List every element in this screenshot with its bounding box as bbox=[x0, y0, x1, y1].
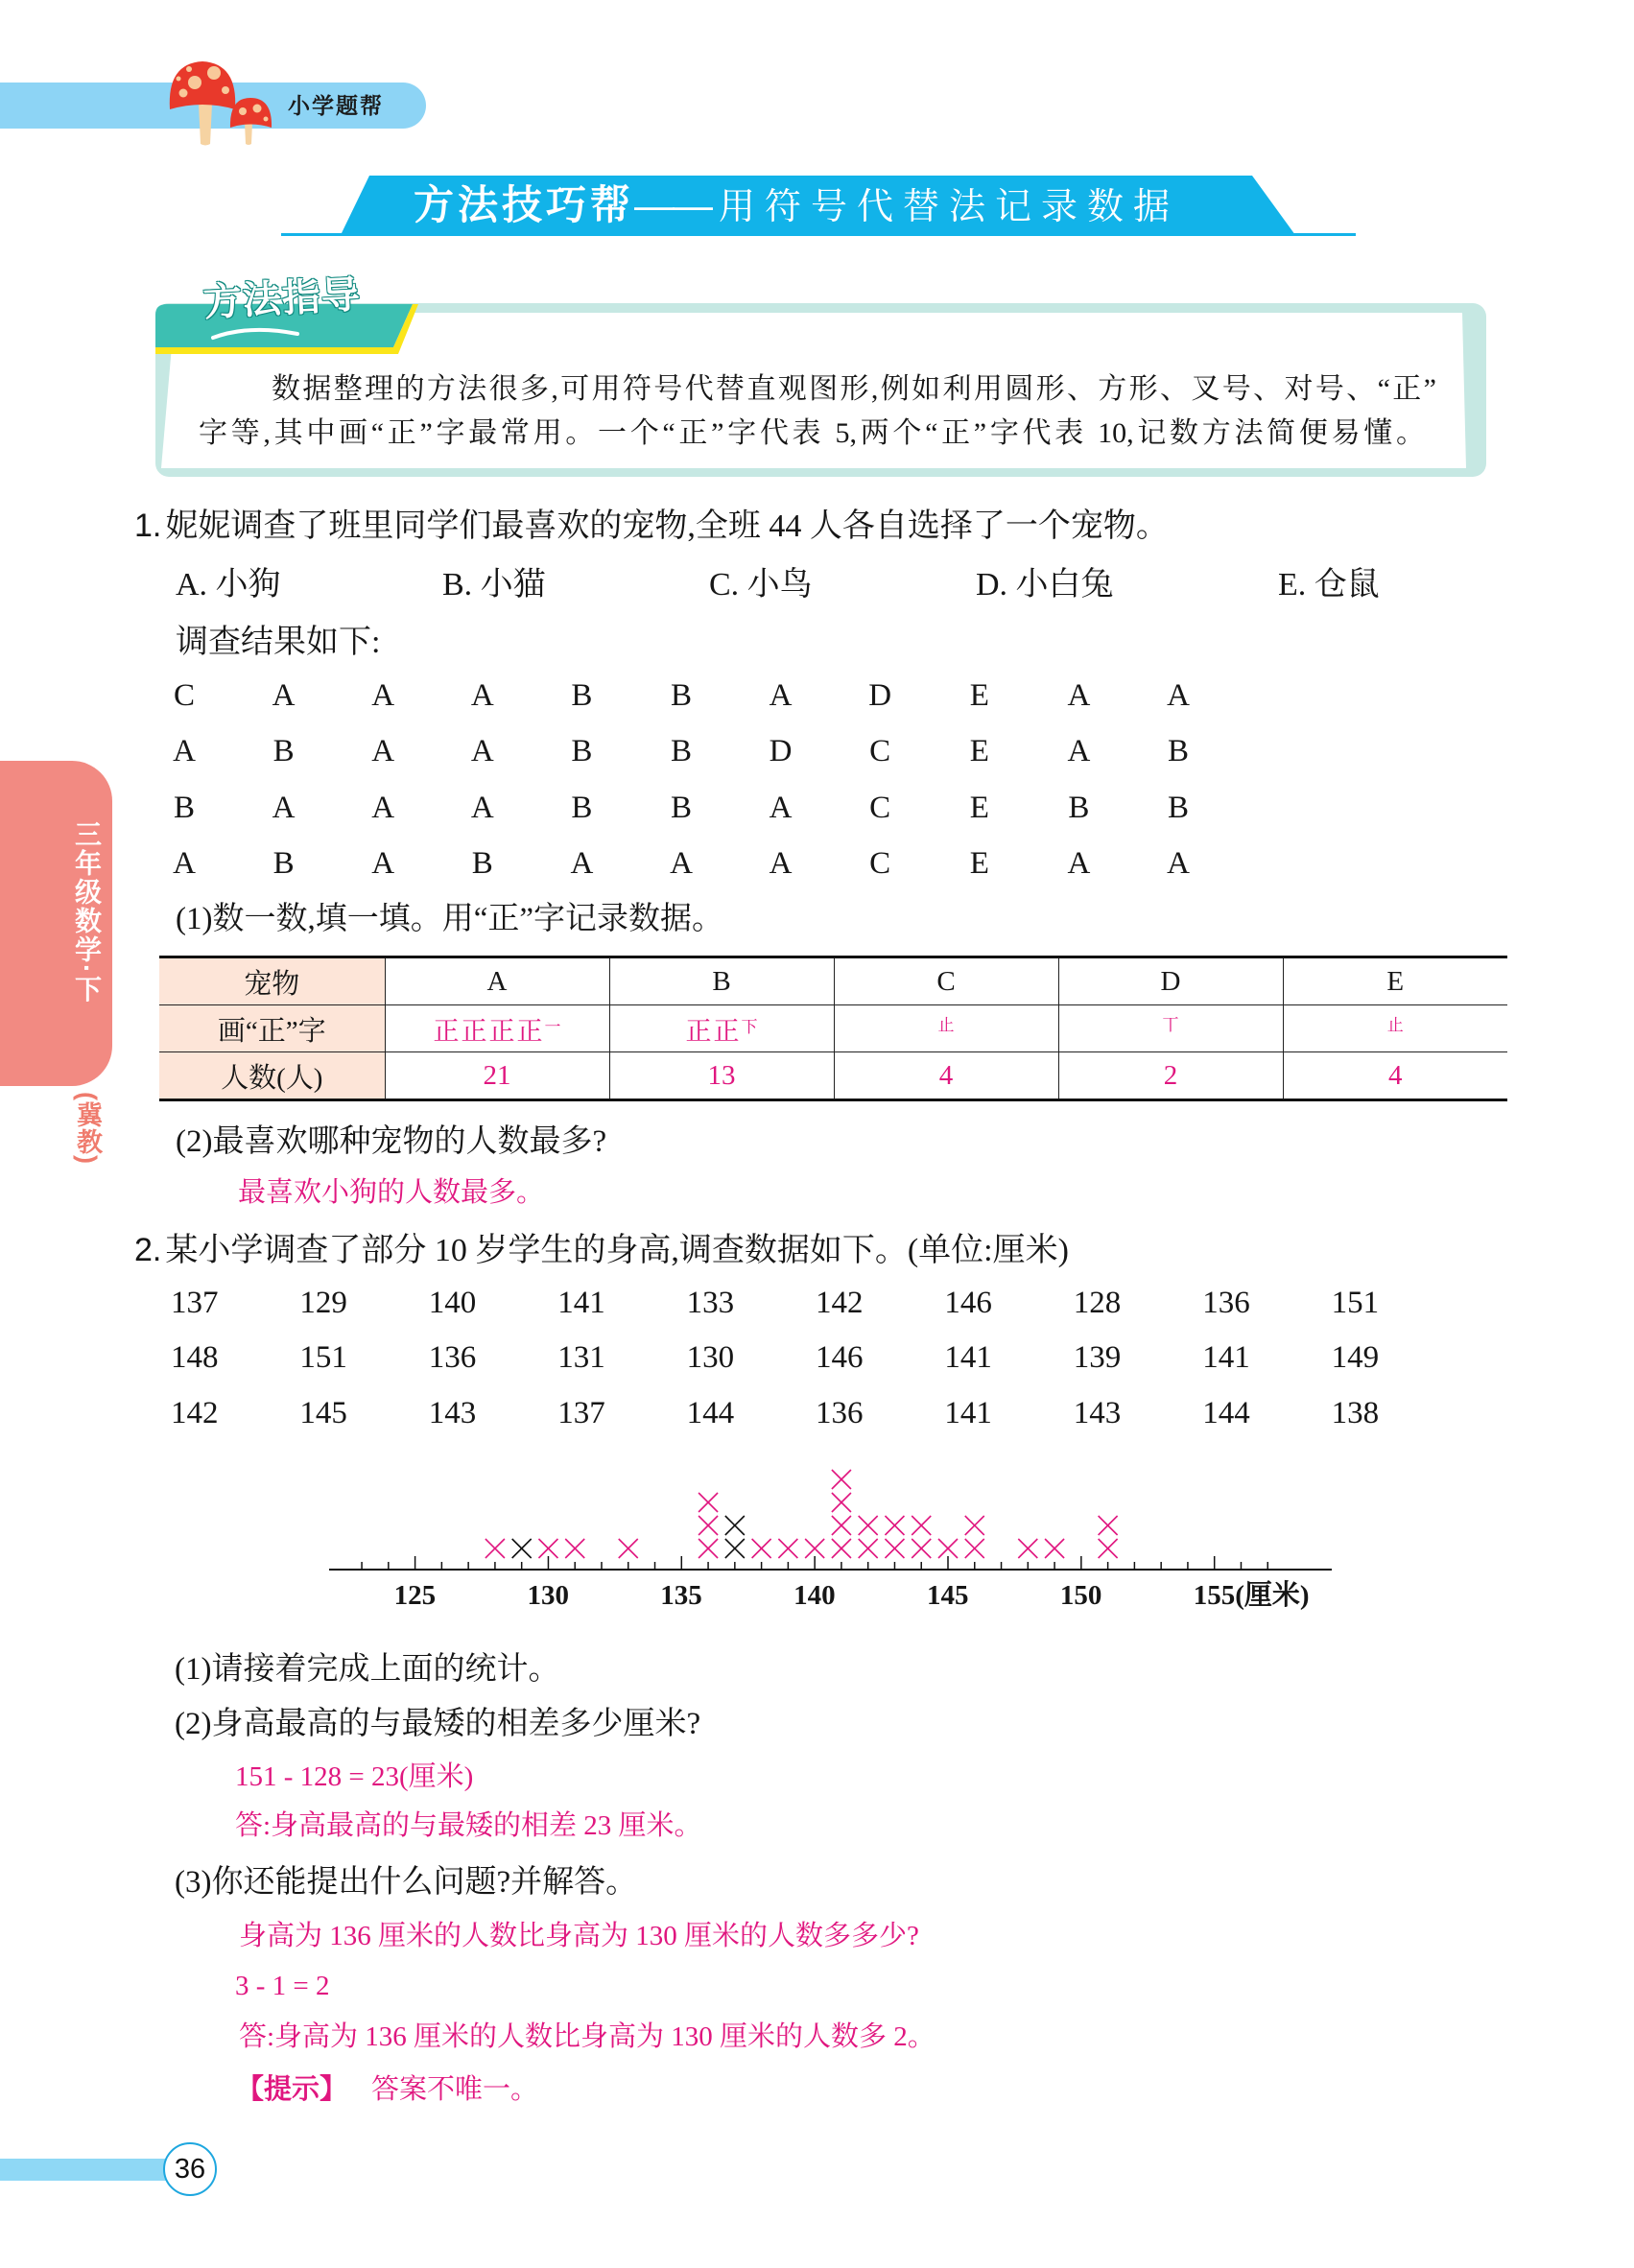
survey-result-cell: A bbox=[470, 678, 494, 713]
x-tick-label: 145 bbox=[927, 1580, 969, 1611]
survey-result-cell: B bbox=[571, 734, 593, 768]
table-row-pets bbox=[159, 957, 1507, 1005]
survey-result-cell: C bbox=[869, 734, 891, 768]
question-2 bbox=[134, 1226, 1069, 1274]
question-2-part-3-question: 身高为 136 厘米的人数比身高为 130 厘米的人数多多少? bbox=[239, 1921, 919, 1951]
survey-result-cell: D bbox=[868, 678, 892, 713]
survey-result-cell: A bbox=[470, 791, 494, 825]
height-value-cell: 131 bbox=[557, 1340, 605, 1375]
title-main: 方法技巧帮 bbox=[414, 182, 635, 227]
height-value-cell: 151 bbox=[299, 1340, 347, 1375]
title-dash: —— bbox=[634, 182, 712, 227]
survey-result-cell: B bbox=[272, 734, 295, 768]
x-mark-icon bbox=[565, 1539, 584, 1558]
question-1-number: 1. bbox=[134, 508, 162, 544]
count-cell-b: 13 bbox=[609, 1052, 834, 1100]
tally-cell-c bbox=[834, 1005, 1058, 1052]
count-cell-c: 4 bbox=[834, 1052, 1058, 1100]
x-mark-icon bbox=[1099, 1539, 1118, 1558]
height-value-cell: 141 bbox=[944, 1340, 992, 1375]
x-mark-icon bbox=[619, 1539, 638, 1558]
option-a: A. 小狗 bbox=[176, 567, 281, 602]
survey-result-cell: B bbox=[670, 734, 692, 768]
tally-full: 正正 bbox=[685, 1016, 742, 1046]
question-1-part-2: (2)最喜欢哪种宠物的人数最多? bbox=[176, 1124, 607, 1159]
question-1-part-1: (1)数一数,填一填。用“正”字记录数据。 bbox=[176, 902, 724, 936]
question-2-part-2-calc: 151 - 128 = 23(厘米) bbox=[235, 1761, 474, 1792]
brand-name: 小学题帮 bbox=[288, 93, 384, 118]
survey-result-cell: B bbox=[571, 791, 593, 825]
height-value-cell: 137 bbox=[171, 1286, 219, 1320]
survey-result-cell: B bbox=[571, 678, 593, 713]
survey-result-cell: B bbox=[272, 846, 295, 881]
x-mark-icon bbox=[778, 1539, 797, 1558]
x-mark-icon bbox=[832, 1470, 851, 1489]
x-mark-icon bbox=[725, 1516, 745, 1535]
question-2-part-2-answer: 答:身高最高的与最矮的相差 23 厘米。 bbox=[235, 1810, 702, 1841]
survey-result-cell: A bbox=[371, 791, 395, 825]
height-value-cell: 140 bbox=[428, 1286, 477, 1320]
survey-result-cell: E bbox=[969, 734, 989, 768]
results-label: 调查结果如下: bbox=[176, 625, 381, 660]
height-value-cell: 151 bbox=[1331, 1286, 1380, 1320]
height-value-cell: 142 bbox=[171, 1396, 219, 1430]
grade-label: 三年级数学·下 bbox=[72, 820, 102, 1004]
x-mark-icon bbox=[938, 1539, 958, 1558]
height-value-cell: 133 bbox=[686, 1286, 735, 1320]
height-value-cell: 130 bbox=[686, 1340, 735, 1375]
survey-result-cell: A bbox=[371, 678, 395, 713]
x-mark-icon bbox=[538, 1539, 557, 1558]
table-row-count bbox=[159, 1052, 1507, 1100]
height-value-cell: 136 bbox=[428, 1340, 477, 1375]
x-tick-label: 150 bbox=[1059, 1580, 1102, 1611]
tally-table bbox=[159, 956, 1507, 1101]
survey-result-cell: E bbox=[969, 846, 989, 881]
height-value-cell: 136 bbox=[816, 1396, 864, 1430]
x-mark-icon bbox=[965, 1539, 984, 1558]
x-mark-icon bbox=[859, 1539, 878, 1558]
height-value-cell: 141 bbox=[557, 1286, 605, 1320]
x-mark-icon bbox=[832, 1539, 851, 1558]
option-b: B. 小猫 bbox=[442, 567, 546, 602]
page-title bbox=[414, 176, 1179, 235]
x-tick-label: 140 bbox=[793, 1580, 836, 1611]
x-mark-icon bbox=[699, 1516, 718, 1535]
footer-bar bbox=[0, 2159, 166, 2181]
tally-cell-a bbox=[385, 1005, 609, 1052]
mushroom-logo-icon bbox=[163, 56, 278, 149]
x-tick-label: 125 bbox=[393, 1580, 437, 1611]
height-value-cell: 143 bbox=[1073, 1396, 1122, 1430]
survey-result-cell: A bbox=[769, 678, 793, 713]
tally-partial: 丅 bbox=[1162, 1016, 1179, 1034]
survey-result-cell: A bbox=[470, 734, 494, 768]
tally-partial: 一 bbox=[544, 1017, 561, 1036]
method-text-line-2: 字等,其中画“正”字最常用。一个“正”字代表 5,两个“正”字代表 10,记数方法简便易懂。 bbox=[199, 417, 1425, 449]
survey-result-cell: A bbox=[769, 846, 793, 881]
survey-result-cell: A bbox=[371, 734, 395, 768]
option-d: D. 小白兔 bbox=[976, 567, 1114, 602]
x-mark-icon bbox=[805, 1539, 824, 1558]
survey-result-cell: A bbox=[1067, 734, 1091, 768]
question-1-part-2-answer: 最喜欢小狗的人数最多。 bbox=[238, 1177, 545, 1208]
survey-result-cell: A bbox=[371, 846, 395, 881]
height-value-cell: 141 bbox=[1202, 1340, 1250, 1375]
survey-result-cell: A bbox=[173, 846, 196, 881]
survey-result-cell: B bbox=[1167, 791, 1189, 825]
survey-result-cell: C bbox=[869, 846, 891, 881]
x-mark-icon bbox=[912, 1539, 931, 1558]
survey-result-cell: A bbox=[1167, 678, 1190, 713]
x-mark-icon bbox=[885, 1516, 904, 1535]
method-text-line-1: 数据整理的方法很多,可用符号代替直观图形,例如利用圆形、方形、叉号、对号、“正” bbox=[272, 373, 1436, 405]
title-subtitle: 用符号代替法记录数据 bbox=[719, 187, 1180, 227]
height-value-cell: 146 bbox=[944, 1286, 992, 1320]
x-mark-icon bbox=[832, 1516, 851, 1535]
tally-cell-e bbox=[1283, 1005, 1507, 1052]
x-mark-icon bbox=[699, 1539, 718, 1558]
question-2-part-2: (2)身高最高的与最矮的相差多少厘米? bbox=[175, 1707, 701, 1741]
question-2-number: 2. bbox=[134, 1232, 162, 1268]
count-cell-a: 21 bbox=[385, 1052, 609, 1100]
question-2-text: 某小学调查了部分 10 岁学生的身高,调查数据如下。(单位:厘米) bbox=[165, 1233, 1069, 1268]
x-mark-icon bbox=[1099, 1516, 1118, 1535]
height-value-cell: 142 bbox=[816, 1286, 864, 1320]
x-mark-icon bbox=[1018, 1539, 1037, 1558]
question-2-part-1: (1)请接着完成上面的统计。 bbox=[175, 1652, 560, 1687]
survey-result-cell: B bbox=[1167, 734, 1189, 768]
x-mark-icon bbox=[1045, 1539, 1064, 1558]
survey-result-cell: C bbox=[869, 791, 891, 825]
survey-result-cell: A bbox=[173, 734, 196, 768]
column-header-c: C bbox=[834, 957, 1058, 1005]
survey-result-cell: A bbox=[272, 791, 296, 825]
row-header-tally: 画“正”字 bbox=[159, 1005, 385, 1052]
tally-cell-b bbox=[609, 1005, 834, 1052]
table-row-tally bbox=[159, 1005, 1507, 1052]
x-mark-icon bbox=[485, 1539, 505, 1558]
x-mark-icon bbox=[699, 1493, 718, 1512]
survey-result-cell: B bbox=[670, 791, 692, 825]
height-value-cell: 143 bbox=[428, 1396, 477, 1430]
height-value-cell: 146 bbox=[816, 1340, 864, 1375]
method-guide-label: 方法指导 bbox=[201, 273, 362, 324]
tally-partial: 止 bbox=[937, 1016, 955, 1034]
survey-result-cell: A bbox=[570, 846, 594, 881]
height-value-cell: 141 bbox=[944, 1396, 992, 1430]
survey-result-cell: A bbox=[1067, 846, 1091, 881]
option-e: E. 仓鼠 bbox=[1278, 567, 1380, 602]
height-value-cell: 149 bbox=[1331, 1340, 1380, 1375]
tally-partial: 止 bbox=[1386, 1016, 1404, 1034]
height-value-cell: 148 bbox=[171, 1340, 219, 1375]
x-mark-icon bbox=[725, 1539, 745, 1558]
survey-result-cell: B bbox=[173, 791, 195, 825]
survey-result-cell: D bbox=[769, 734, 793, 768]
survey-result-cell: C bbox=[173, 678, 195, 713]
x-mark-icon bbox=[859, 1516, 878, 1535]
question-1-text: 妮妮调查了班里同学们最喜欢的宠物,全班 44 人各自选择了一个宠物。 bbox=[165, 508, 1169, 544]
x-mark-icon bbox=[912, 1516, 931, 1535]
survey-result-cell: A bbox=[1067, 678, 1091, 713]
hint-text: 答案不唯一。 bbox=[371, 2074, 539, 2105]
survey-result-cell: A bbox=[670, 846, 693, 881]
page-number: 36 bbox=[163, 2142, 217, 2196]
height-value-cell: 144 bbox=[1202, 1396, 1250, 1430]
height-value-cell: 145 bbox=[299, 1396, 347, 1430]
height-value-cell: 128 bbox=[1073, 1286, 1122, 1320]
question-2-part-3-answer: 答:身高为 136 厘米的人数比身高为 130 厘米的人数多 2。 bbox=[239, 2021, 935, 2052]
column-header-d: D bbox=[1058, 957, 1283, 1005]
option-c: C. 小鸟 bbox=[709, 567, 813, 602]
x-mark-icon bbox=[512, 1539, 532, 1558]
column-header-b: B bbox=[609, 957, 834, 1005]
height-value-cell: 138 bbox=[1331, 1396, 1380, 1430]
height-value-cell: 129 bbox=[299, 1286, 347, 1320]
height-value-cell: 144 bbox=[686, 1396, 735, 1430]
row-header-count: 人数(人) bbox=[159, 1052, 385, 1100]
survey-result-cell: B bbox=[471, 846, 493, 881]
survey-result-cell: E bbox=[969, 678, 989, 713]
x-mark-icon bbox=[832, 1493, 851, 1512]
count-cell-d: 2 bbox=[1058, 1052, 1283, 1100]
question-2-part-3-calc: 3 - 1 = 2 bbox=[235, 1971, 330, 2001]
survey-result-cell: A bbox=[272, 678, 296, 713]
hint-label: 【提示】 bbox=[236, 2074, 348, 2105]
survey-result-cell: B bbox=[670, 678, 692, 713]
x-mark-icon bbox=[885, 1539, 904, 1558]
x-mark-icon bbox=[752, 1539, 771, 1558]
x-tick-label: 135 bbox=[660, 1580, 702, 1611]
column-header-e: E bbox=[1283, 957, 1507, 1005]
survey-result-cell: E bbox=[969, 791, 989, 825]
count-cell-e: 4 bbox=[1283, 1052, 1507, 1100]
tally-full: 正正正正 bbox=[433, 1016, 545, 1046]
x-tick-label: 155(厘米) bbox=[1193, 1580, 1310, 1611]
height-value-cell: 139 bbox=[1073, 1340, 1122, 1375]
height-value-cell: 137 bbox=[557, 1396, 605, 1430]
tally-cell-d bbox=[1058, 1005, 1283, 1052]
x-tick-label: 130 bbox=[527, 1580, 569, 1611]
height-value-cell: 136 bbox=[1202, 1286, 1250, 1320]
x-mark-icon bbox=[965, 1516, 984, 1535]
question-2-part-3: (3)你还能提出什么问题?并解答。 bbox=[175, 1865, 638, 1900]
question-1 bbox=[134, 502, 1169, 550]
edition-label: (冀教) bbox=[73, 1092, 102, 1165]
column-header-a: A bbox=[385, 957, 609, 1005]
survey-result-cell: A bbox=[1167, 846, 1190, 881]
survey-result-cell: B bbox=[1068, 791, 1090, 825]
row-header-pet: 宠物 bbox=[159, 957, 385, 1005]
survey-result-cell: A bbox=[769, 791, 793, 825]
tally-partial: 下 bbox=[741, 1017, 758, 1036]
